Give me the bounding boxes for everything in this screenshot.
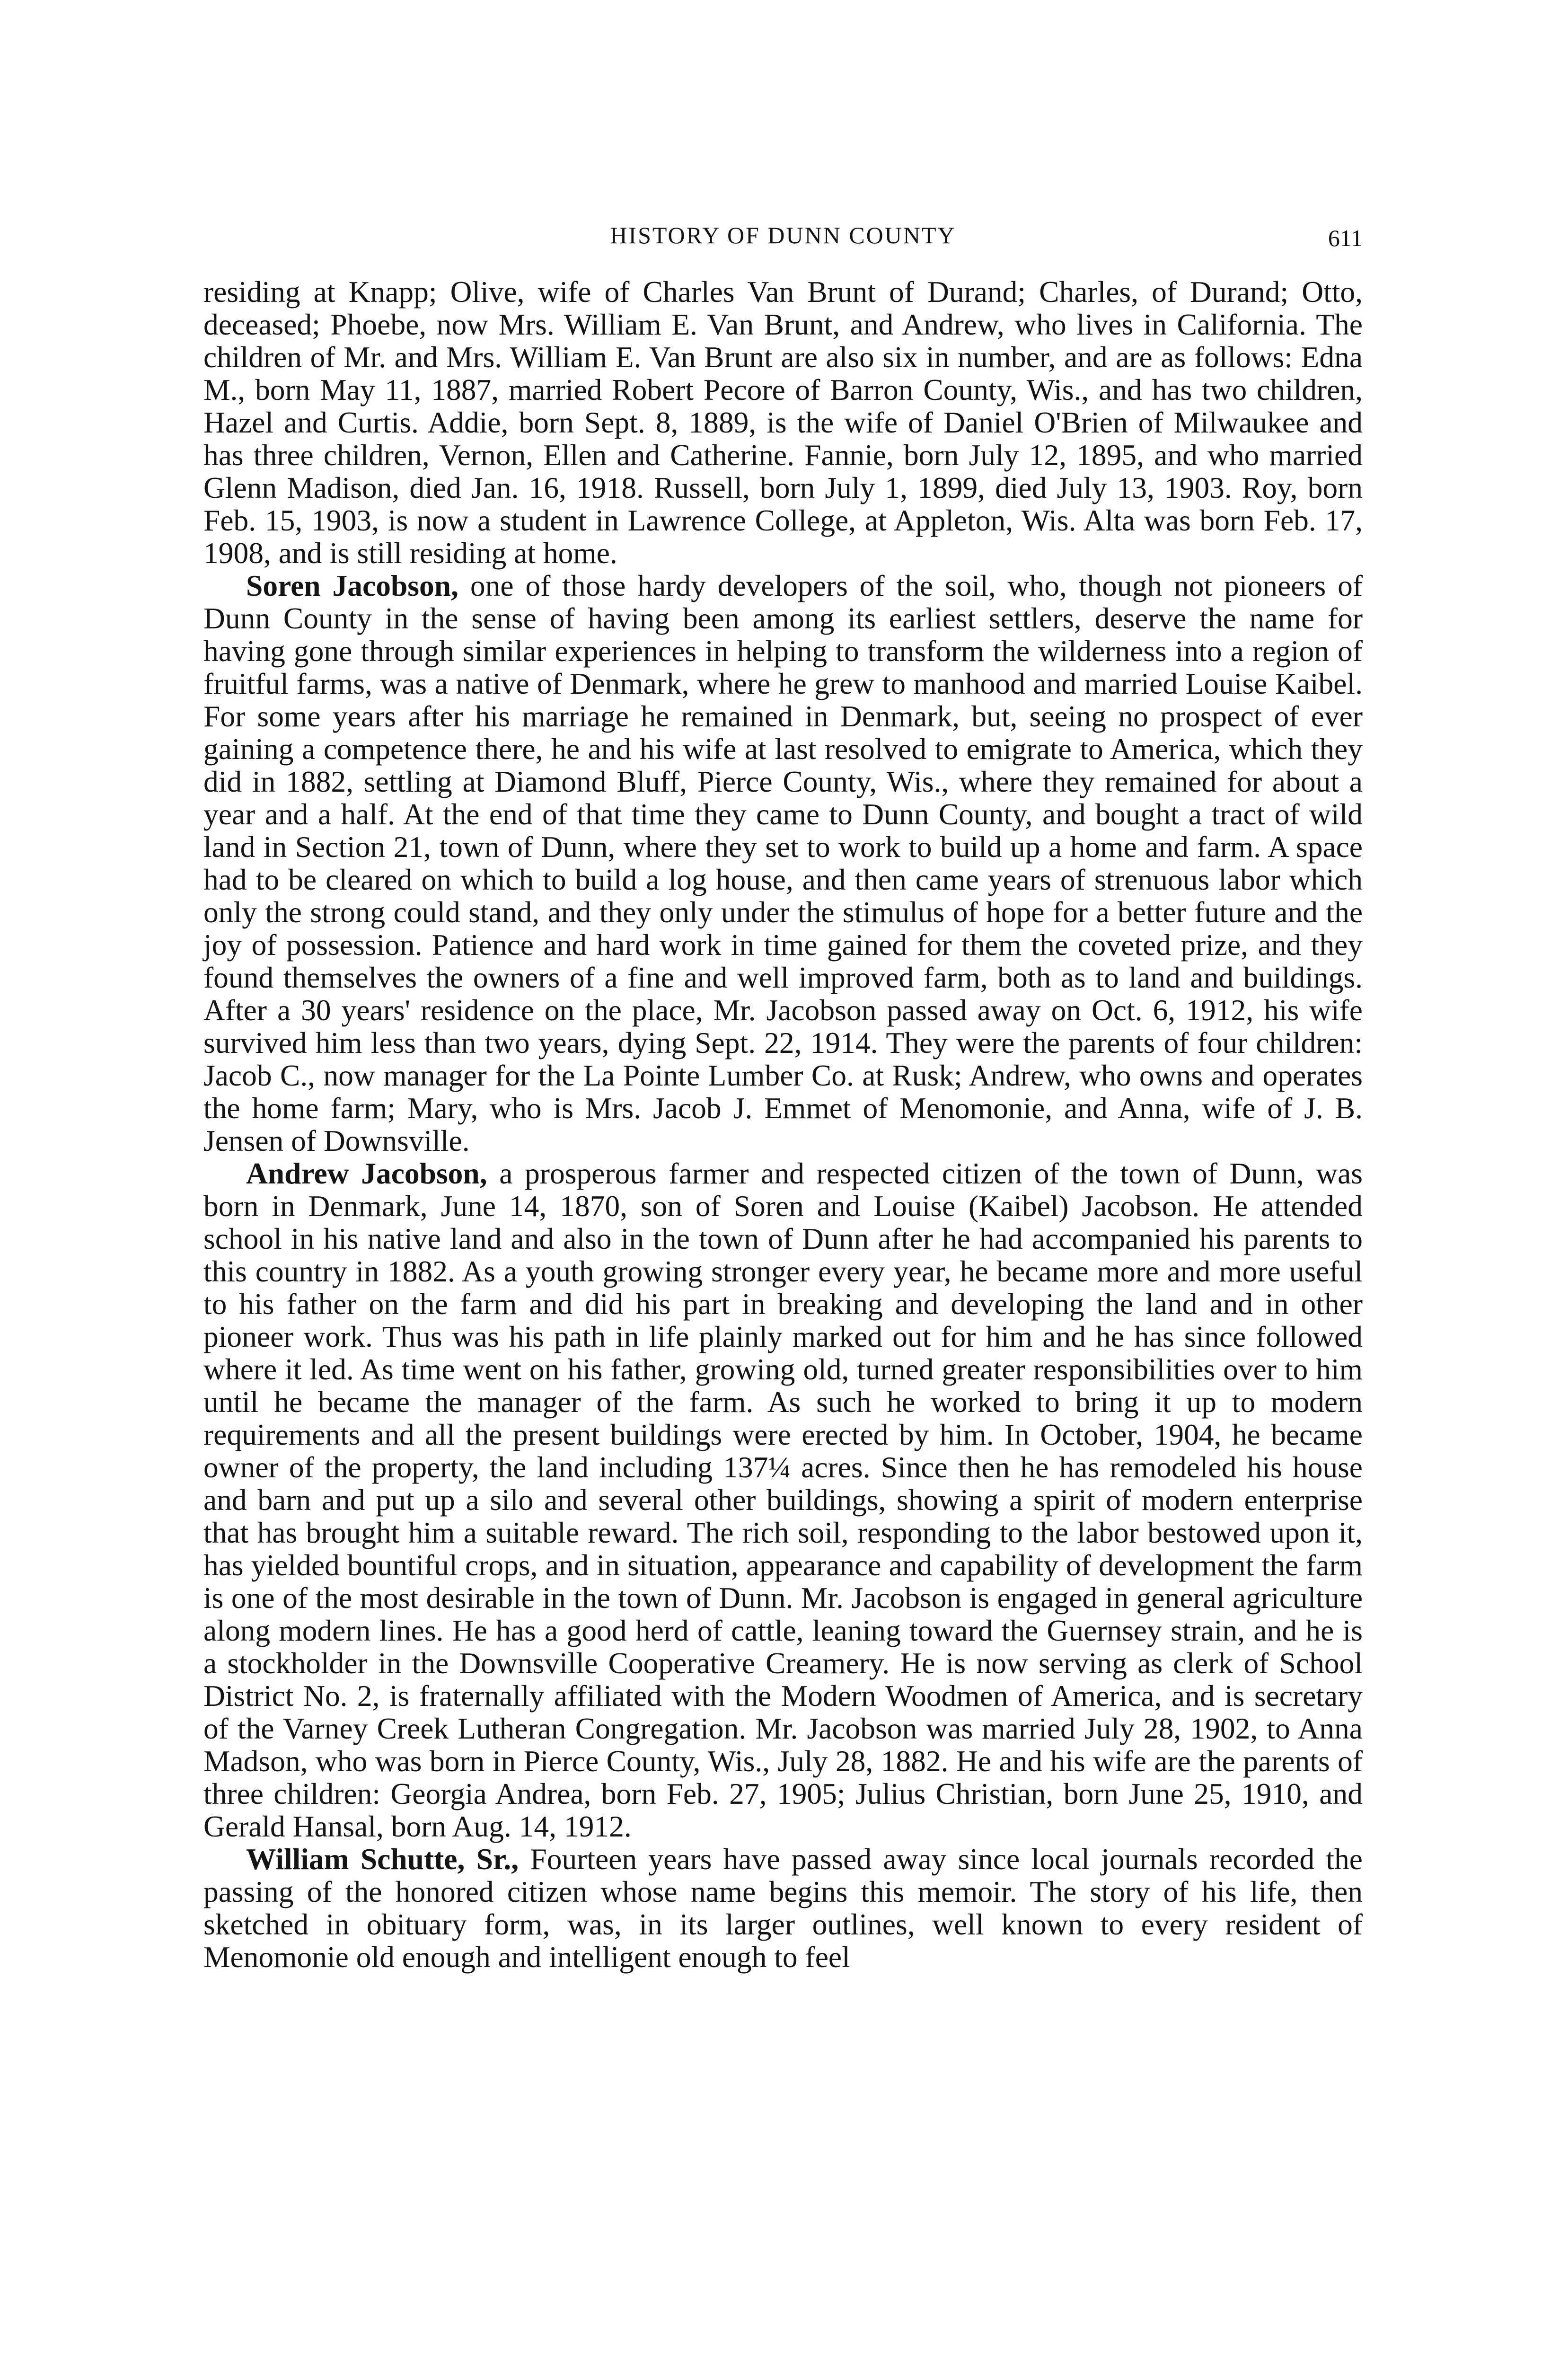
paragraph-continuation [203,275,1363,569]
biography-name: William Schutte, Sr., [246,1842,519,1876]
paragraph-text: one of those hardy developers of the soil, who, though not pioneers of Dunn County in the sense of having been among its earliest settlers, deserve the name for having gone through similar experiences in helping to transform the wilderness into a region of fruitful farms, was a native of Denmark, where he grew to manhood and married Louise Kaibel. For some years after his marriage he remained in Denmark, but, seeing no prospect of ever gaining a competence there, he and his wife at last resolved to emigrate to America, which they did in 1882, settling at Diamond Bluff, Pierce County, Wis., where they remained for about a year and a half. At the end of that time they came to Dunn County, and bought a tract of wild land in Section 21, town of Dunn, where they set to work to build up a home and farm. A space had to be cleared on which to build a log house, and then came years of strenuous labor which only the strong could stand, and they only under the stimulus of hope for a better future and the joy of possession. Patience and hard work in time gained for them the coveted prize, and they found themselves the owners of a fine and well improved farm, both as to land and buildings. After a 30 years' residence on the place, Mr. Jacobson passed away on Oct. 6, 1912, his wife survived him less than two years, dying Sept. 22, 1914. They were the parents of four children: Jacob C., now manager for the La Pointe Lumber Co. at Rusk; Andrew, who owns and operates the home farm; Mary, who is Mrs. Jacob J. Emmet of Menomonie, and Anna, wife of J. B. Jensen of Downsville. [203,569,1363,1157]
body-text [203,275,1363,1973]
paragraph-text: Fourteen years have passed away since local journals recorded the passing of the honored citizen whose name begins this memoir. The story of his life, then sketched in obituary form, was, in its larger outlines, well known to every resident of Menomonie old enough and intelligent enough to feel [203,1842,1363,1974]
paragraph-text: residing at Knapp; Olive, wife of Charles Van Brunt of Durand; Charles, of Durand; Otto, deceased; Phoebe, now Mrs. William E. Van Brunt, and Andrew, who lives in California. The children of Mr. and Mrs. William E. Van Brunt are also six in number, and are as follows: Edna M., born May 11, 1887, married Robert Pecore of Barron County, Wis., and has two children, Hazel and Curtis. Addie, born Sept. 8, 1889, is the wife of Daniel O'Brien of Milwaukee and has three children, Vernon, Ellen and Catherine. Fannie, born July 12, 1895, and who married Glenn Madison, died Jan. 16, 1918. Russell, born July 1, 1899, died July 13, 1903. Roy, born Feb. 15, 1903, is now a student in Lawrence College, at Appleton, Wis. Alta was born Feb. 17, 1908, and is still residing at home. [203,275,1363,570]
page-number: 611 [1328,225,1363,251]
biography-soren-jacobson [203,569,1363,1157]
paragraph-text: a prosperous farmer and respected citizen of the town of Dunn, was born in Denmark, June 14, 1870, son of Soren and Louise (Kaibel) Jacobson. He attended school in his native land and also in the town of Dunn after he had accompanied his parents to this country in 1882. As a youth growing stronger every year, he became more and more useful to his father on the farm and did his part in breaking and developing the land and in other pioneer work. Thus was his path in life plainly marked out for him and he has since followed where it led. As time went on his father, growing old, turned greater responsibilities over to him until he became the manager of the farm. As such he worked to bring it up to modern requirements and all the present buildings were erected by him. In October, 1904, he became owner of the property, the land including 137¼ acres. Since then he has remodeled his house and barn and put up a silo and several other buildings, showing a spirit of modern enterprise that has brought him a suitable reward. The rich soil, responding to the labor bestowed upon it, has yielded bountiful crops, and in situation, appearance and capability of development the farm is one of the most desirable in the town of Dunn. Mr. Jacobson is engaged in general agriculture along modern lines. He has a good herd of cattle, leaning toward the Guernsey strain, and he is a stockholder in the Downsville Cooperative Creamery. He is now serving as clerk of School District No. 2, is fraternally affiliated with the Modern Woodmen of America, and is secretary of the Varney Creek Lutheran Congregation. Mr. Jacobson was married July 28, 1902, to Anna Madson, who was born in Pierce County, Wis., July 28, 1882. He and his wife are the parents of three children: Georgia Andrea, born Feb. 27, 1905; Julius Christian, born June 25, 1910, and Gerald Hansal, born Aug. 14, 1912. [203,1157,1363,1843]
page-header [203,221,1363,259]
biography-name: Andrew Jacobson, [246,1157,487,1190]
biography-andrew-jacobson [203,1157,1363,1843]
biography-william-schutte [203,1843,1363,1973]
biography-name: Soren Jacobson, [246,569,458,602]
running-head: HISTORY OF DUNN COUNTY [610,222,956,248]
